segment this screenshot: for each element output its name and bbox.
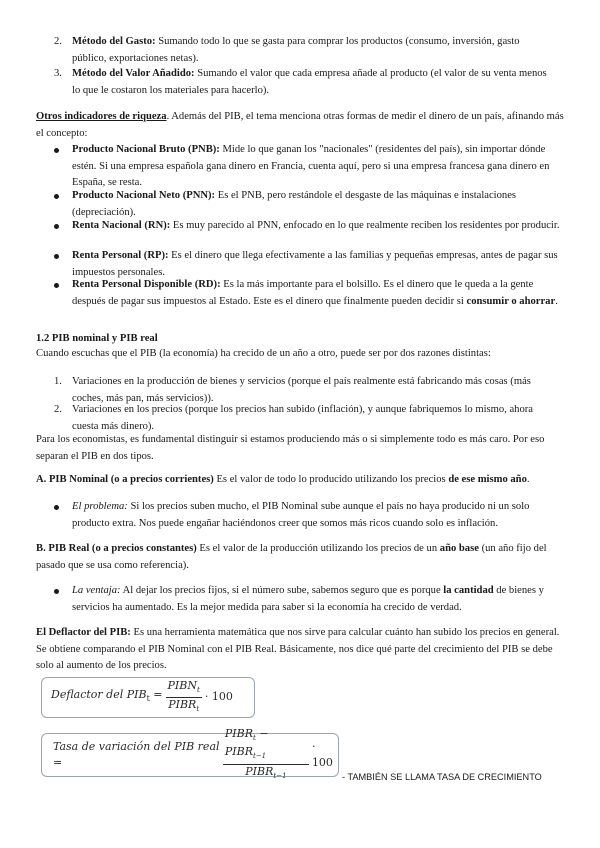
list-item: El problema: Si los precios suben mucho, el PIB Nominal sube aunque el país no haya producido ni un solo producto extra. Nos puede engañar haciéndonos creer que somos más ricos cuando solo es inflación. <box>54 499 562 532</box>
list-item <box>54 277 562 310</box>
bullet-label: La ventaja: <box>72 585 121 596</box>
formula-fraction: $\frac{PIBN_t}{PIBR_t}$ <box>167 678 200 714</box>
reason-text: Variaciones en los precios (porque los precios han subido (inflación), y aunque fabriquemos lo mismo, ahora cuesta más dinero). <box>72 404 533 432</box>
pib-real-title: B. PIB Real (o a precios constantes) <box>36 543 197 554</box>
pib-nominal-paragraph: A. PIB Nominal (o a precios corrientes) Es el valor de todo lo producido utilizando los precios de ese mismo año. <box>36 474 530 485</box>
list-number: 3. <box>54 68 62 79</box>
bullet-icon <box>54 194 59 199</box>
emphasis: la cantidad <box>443 585 494 596</box>
method-text: Sumando todo lo que se gasta para comprar los productos (consumo, inversión, gasto público, exportaciones netas). <box>72 36 520 64</box>
emphasis: año base <box>439 543 479 554</box>
list-number: 1. <box>54 376 62 387</box>
indicator-title: Renta Personal (RP): <box>72 250 169 261</box>
method-title: Método del Gasto: <box>72 36 156 47</box>
conclusion-paragraph: Para los economistas, es fundamental distinguir si estamos produciendo más o si simplemente todo es más caro. Por eso separan el PIB en dos tipos. <box>36 434 545 462</box>
indicator-end: . <box>555 295 558 307</box>
formula-multiplier: · 100 <box>311 739 333 769</box>
deflactor-paragraph: El Deflactor del PIB: Es una herramienta matemática que nos sirve para calcular cuánto han subido los precios en general. Se obtiene comparando el PIB Nominal con el PIB Real. Básicamente, nos dice qué parte del crecimiento del PIB se debe solo al aumento de los precios. <box>36 627 560 671</box>
method-text: Sumando el valor que cada empresa añade al producto (el valor de su venta menos lo que le costaron los materiales para hacerlo). <box>72 68 547 96</box>
section-intro: Cuando escuchas que el PIB (la economía) ha crecido de un año a otro, puede ser por dos razones distintas: <box>36 348 491 359</box>
reason-text: Variaciones en la producción de bienes y servicios (porque el país realmente está fabricando más cosas (más coches, más pan, más servicios)). <box>72 376 531 404</box>
otros-indicadores-paragraph <box>36 109 564 142</box>
growth-rate-formula: Tasa de variación del PIB real = $\frac{PIBR_t - PIBR_{t-1}}{PIBR_{t-1}}$ · 100 <box>41 733 339 777</box>
pib-nominal-title: A. PIB Nominal (o a precios corrientes) <box>36 474 214 485</box>
deflactor-title: El Deflactor del PIB: <box>36 627 131 638</box>
indicator-title: Renta Nacional (RN): <box>72 220 171 231</box>
otros-intro: . Además del PIB, el tema menciona otras formas de medir el dinero de un país, afinando más el concepto: <box>36 111 564 139</box>
indicator-title: Renta Personal Disponible (RD): <box>72 279 221 290</box>
reason-item <box>54 402 552 435</box>
indicator-text: Mide lo que ganan los "nacionales" (residentes del país), sin importar dónde estén. Si una empresa española gana dinero en Francia, cuenta aquí, pero si una empresa francesa gana dinero en España, se resta. <box>72 144 550 188</box>
list-item <box>54 142 562 192</box>
side-note: - TAMBIÉN SE LLAMA TASA DE CRECIMIENTO <box>342 772 542 782</box>
method-title: Método del Valor Añadido: <box>72 68 195 79</box>
formula-lhs: Deflactor del PIB <box>51 688 147 702</box>
emphasis: de ese mismo año <box>448 474 527 485</box>
bullet-icon <box>54 283 59 288</box>
indicator-emphasis: consumir o ahorrar <box>466 295 556 307</box>
method-item <box>54 66 552 99</box>
indicator-title: Producto Nacional Neto (PNN): <box>72 190 216 201</box>
bullet-icon <box>54 505 59 510</box>
indicator-title: Producto Nacional Bruto (PNB): <box>72 144 220 155</box>
section-heading: 1.2 PIB nominal y PIB real <box>36 333 158 344</box>
pib-real-paragraph: B. PIB Real (o a precios constantes) Es el valor de la producción utilizando los precios de un año base (un año fijo del pasado que se usa como referencia). <box>36 543 547 571</box>
list-item <box>54 218 562 235</box>
deflactor-formula: Deflactor del $PIB_t$ = $\frac{PIBN_t}{PIBR_t}$ · 100 <box>41 677 255 718</box>
formula-multiplier: · 100 <box>204 690 233 704</box>
formula-lhs: Tasa de variación del PIB real <box>53 739 220 753</box>
bullet-icon <box>54 224 59 229</box>
list-number: 2. <box>54 36 62 47</box>
list-item <box>54 188 562 221</box>
indicator-text: Es muy parecido al PNN, enfocado en lo que realmente reciben los residentes por producir. <box>170 220 560 231</box>
method-item <box>54 34 552 67</box>
list-item: La ventaja: Al dejar los precios fijos, si el número sube, sabemos seguro que es porque la cantidad de bienes y servicios ha aumentado. Es la mejor medida para saber si la economía ha crecido de verdad. <box>54 583 562 616</box>
list-number: 2. <box>54 404 62 415</box>
bullet-label: El problema: <box>72 501 128 512</box>
otros-heading: Otros indicadores de riqueza <box>36 111 167 122</box>
bullet-icon <box>54 148 59 153</box>
bullet-icon <box>54 254 59 259</box>
bullet-icon <box>54 589 59 594</box>
indicator-text: Es la más importante para el bolsillo. Es el dinero que le queda a la gente después de pagar sus impuestos al Estado. Este es el dinero que finalmente pueden decidir si <box>72 279 534 307</box>
indicator-text: Es el dinero que llega efectivamente a las familias y pequeñas empresas, antes de pagar sus impuestos personales. <box>72 250 558 278</box>
indicator-text: Es el PNB, pero restándole el desgaste de las máquinas e instalaciones (depreciación). <box>72 190 517 218</box>
formula-fraction: $\frac{PIBR_t - PIBR_{t-1}}{PIBR_{t-1}}$ <box>223 727 309 783</box>
